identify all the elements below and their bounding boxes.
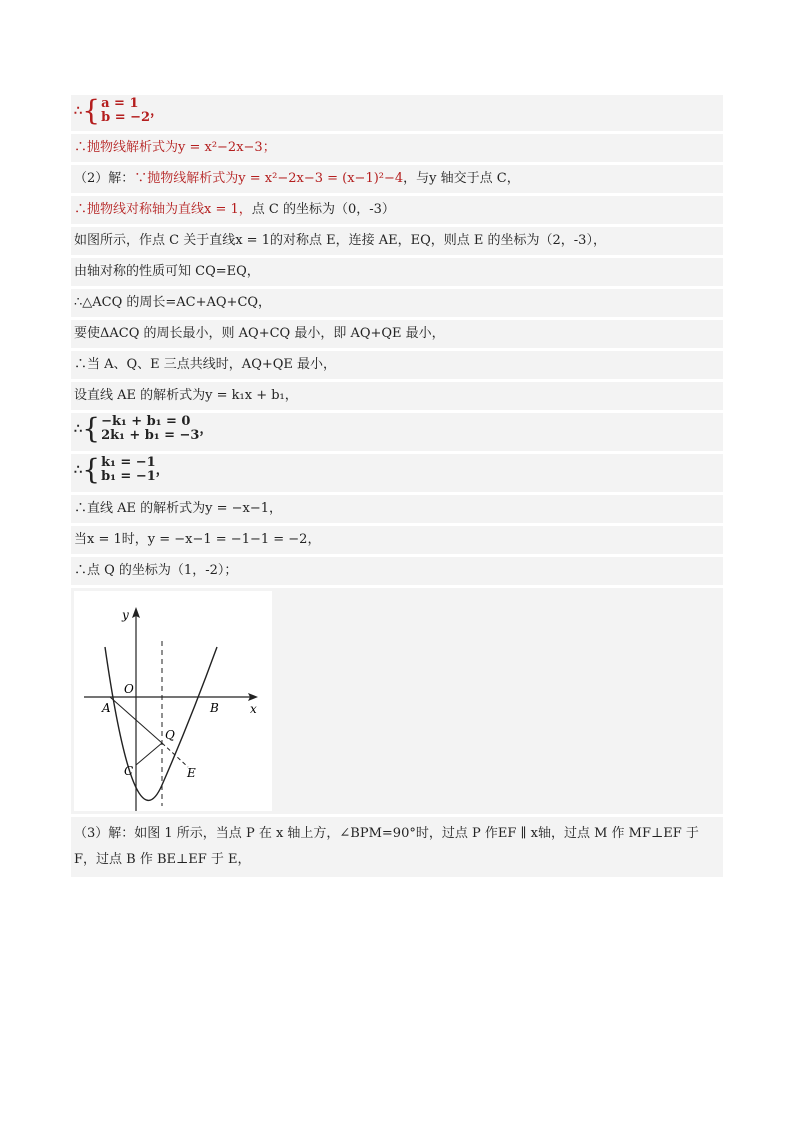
brace: {	[82, 453, 101, 486]
line-system-k1b1	[71, 413, 723, 451]
solution-content	[71, 95, 723, 880]
line-system-ab	[71, 95, 723, 131]
label-y: y	[122, 608, 129, 622]
text: ∴点 Q 的坐标为（1，-2）；	[74, 563, 238, 578]
parabola-curve	[105, 647, 217, 800]
line-ae-expression	[71, 495, 723, 523]
equation-2: b₁ = −1	[101, 469, 156, 484]
text: 当x = 1时，y = −x−1 = −1−1 = −2，	[74, 532, 321, 547]
segment-qe	[162, 743, 188, 767]
text: 由轴对称的性质可知 CQ=EQ，	[74, 264, 260, 279]
segment-cq	[136, 743, 162, 765]
label-c: C	[124, 764, 134, 778]
line-collinear	[71, 351, 723, 379]
punctuation: ，	[155, 462, 169, 478]
text-red: ∴抛物线对称轴为直线x = 1，	[74, 202, 252, 217]
text: （3）解：如图 1 所示，当点 P 在 x 轴上方，∠BPM=90°时，过点 P 作EF ∥ x轴，过点 M 作 MF⊥EF 于	[74, 826, 699, 841]
label-a: A	[102, 701, 111, 715]
text: F，过点 B 作 BE⊥EF 于 E，	[74, 852, 251, 867]
therefore-symbol: ∴	[74, 421, 83, 437]
brace: {	[82, 94, 101, 127]
therefore-symbol: ∴	[74, 462, 83, 478]
line-axis-symmetry	[71, 196, 723, 224]
text: 要使ΔACQ 的周长最小，则 AQ+CQ 最小，即 AQ+QE 最小，	[74, 326, 445, 341]
line-assume-ae	[71, 382, 723, 410]
line-parabola-expression	[71, 134, 723, 162]
text: 点 C 的坐标为（0，-3）	[251, 202, 395, 217]
line-reflection	[71, 227, 723, 255]
label-o: O	[124, 682, 134, 696]
equation-system	[101, 415, 199, 443]
line-q-coordinate	[71, 557, 723, 585]
text-red: ∵抛物线解析式为y = x²−2x−3 = (x−1)²−4	[134, 171, 404, 186]
line-system-solution	[71, 454, 723, 492]
punctuation: ，	[150, 103, 164, 119]
label-b: B	[210, 701, 219, 715]
parabola-diagram	[74, 591, 272, 811]
equation-1: k₁ = −1	[101, 455, 156, 470]
text: 设直线 AE 的解析式为y = k₁x + b₁，	[74, 388, 298, 403]
text: ∴当 A、Q、E 三点共线时，AQ+QE 最小，	[74, 357, 337, 372]
equation-system	[101, 456, 156, 484]
line-perimeter	[71, 289, 723, 317]
label-e: E	[187, 766, 196, 780]
line-minimize	[71, 320, 723, 348]
text: 如图所示，作点 C 关于直线x = 1的对称点 E，连接 AE，EQ，则点 E 的坐标为（2，-3），	[74, 233, 606, 248]
parabola-figure	[74, 591, 272, 811]
brace: {	[82, 412, 101, 445]
therefore-symbol: ∴	[74, 103, 83, 119]
text: ∴△ACQ 的周长=AC+AQ+CQ，	[74, 295, 272, 310]
punctuation: ，	[199, 421, 213, 437]
text: ∴抛物线解析式为y = x²−2x−3；	[74, 140, 276, 155]
equation-system	[101, 97, 150, 125]
figure-row	[71, 588, 723, 814]
part3-paragraph	[71, 817, 723, 877]
text: ，与y 轴交于点 C，	[403, 171, 520, 186]
label-q: Q	[165, 728, 175, 742]
line-part2-start	[71, 165, 723, 193]
equation-1: a = 1	[101, 96, 139, 111]
label-x: x	[250, 702, 257, 716]
line-evaluate-x1	[71, 526, 723, 554]
text: ∴直线 AE 的解析式为y = −x−1，	[74, 501, 283, 516]
equation-2: b = −2	[101, 110, 151, 125]
line-cq-eq	[71, 258, 723, 286]
text: （2）解：	[74, 171, 135, 186]
equation-2: 2k₁ + b₁ = −3	[101, 428, 200, 443]
equation-1: −k₁ + b₁ = 0	[101, 414, 191, 429]
